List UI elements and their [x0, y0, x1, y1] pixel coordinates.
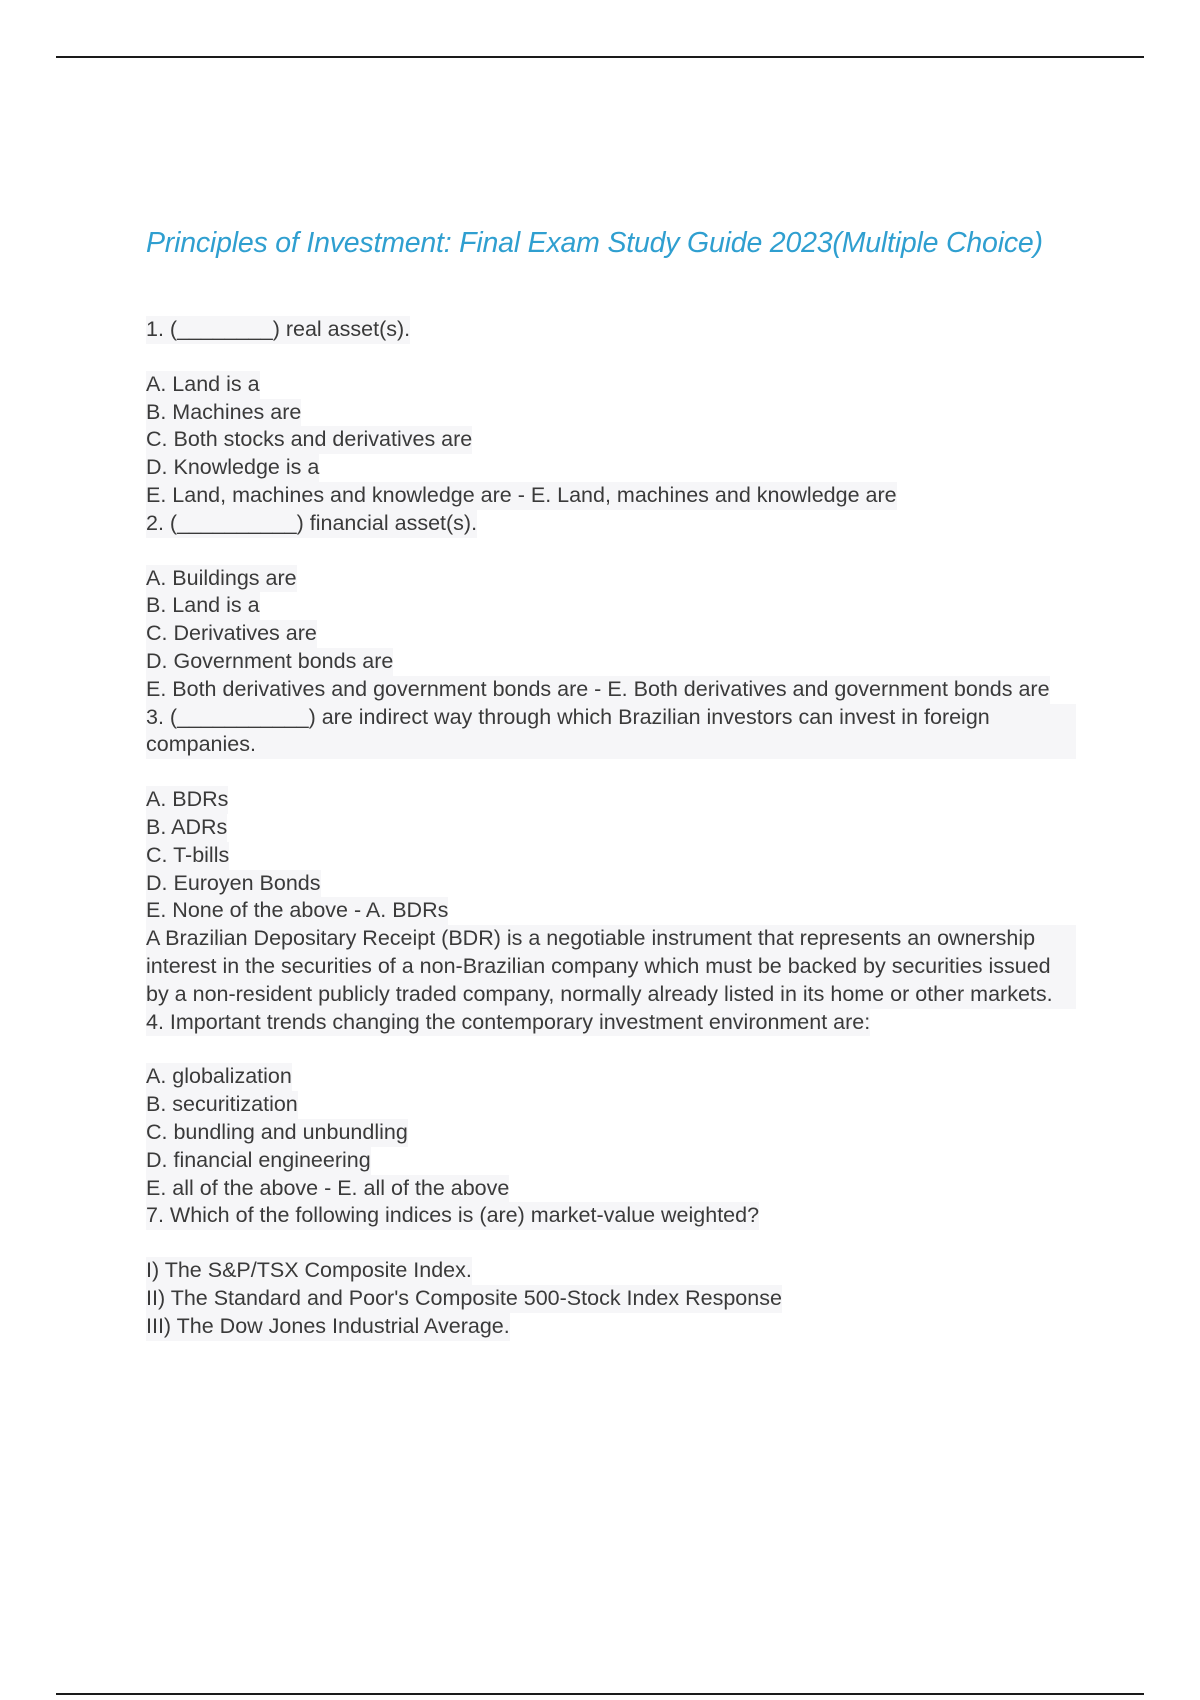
question-4 — [146, 1009, 1076, 1203]
option-d: D. Knowledge is a — [146, 454, 319, 482]
option-e-answer: E. Both derivatives and government bonds are - E. Both derivatives and government bonds are — [146, 676, 1050, 704]
bottom-rule — [56, 1693, 1144, 1695]
answer-explanation: A Brazilian Depositary Receipt (BDR) is a negotiable instrument that represents an ownership interest in the securities of a non-Brazilian company which must be backed by securities issued by a non-resident publicly traded company, normally already listed in its home or other markets. — [146, 925, 1076, 1008]
option-d: D. Euroyen Bonds — [146, 870, 321, 898]
option-d: D. financial engineering — [146, 1147, 371, 1175]
option-a: A. globalization — [146, 1063, 292, 1091]
question-2 — [146, 510, 1076, 704]
option-b: B. Land is a — [146, 592, 260, 620]
question-7 — [146, 1202, 1076, 1340]
question-list — [146, 316, 1076, 1341]
question-stem: 4. Important trends changing the contemporary investment environment are: — [146, 1009, 870, 1037]
option-i: I) The S&P/TSX Composite Index. — [146, 1257, 472, 1285]
option-d: D. Government bonds are — [146, 648, 393, 676]
document-title: Principles of Investment: Final Exam Study Guide 2023(Multiple Choice) — [146, 227, 1043, 259]
question-stem: 1. (________) real asset(s). — [146, 316, 410, 344]
option-a: A. Buildings are — [146, 565, 297, 593]
document-page — [146, 226, 1076, 1341]
option-a: A. Land is a — [146, 371, 260, 399]
option-b: B. ADRs — [146, 814, 227, 842]
option-iii: III) The Dow Jones Industrial Average. — [146, 1313, 510, 1341]
option-c: C. Derivatives are — [146, 620, 317, 648]
question-stem: 2. (__________) financial asset(s). — [146, 510, 477, 538]
question-3 — [146, 704, 1076, 1009]
question-1 — [146, 316, 1076, 510]
option-e-answer: E. None of the above - A. BDRs — [146, 897, 448, 925]
option-c: C. Both stocks and derivatives are — [146, 426, 472, 454]
option-c: C. T-bills — [146, 842, 229, 870]
option-c: C. bundling and unbundling — [146, 1119, 408, 1147]
option-ii: II) The Standard and Poor's Composite 500-Stock Index Response — [146, 1285, 782, 1313]
option-b: B. securitization — [146, 1091, 298, 1119]
option-e-answer: E. Land, machines and knowledge are - E. Land, machines and knowledge are — [146, 482, 897, 510]
option-b: B. Machines are — [146, 399, 301, 427]
option-a: A. BDRs — [146, 786, 228, 814]
option-e-answer: E. all of the above - E. all of the above — [146, 1175, 509, 1203]
top-rule — [56, 56, 1144, 58]
question-stem: 3. (___________) are indirect way through which Brazilian investors can invest in foreign companies. — [146, 704, 1076, 760]
question-stem: 7. Which of the following indices is (are) market-value weighted? — [146, 1202, 759, 1230]
